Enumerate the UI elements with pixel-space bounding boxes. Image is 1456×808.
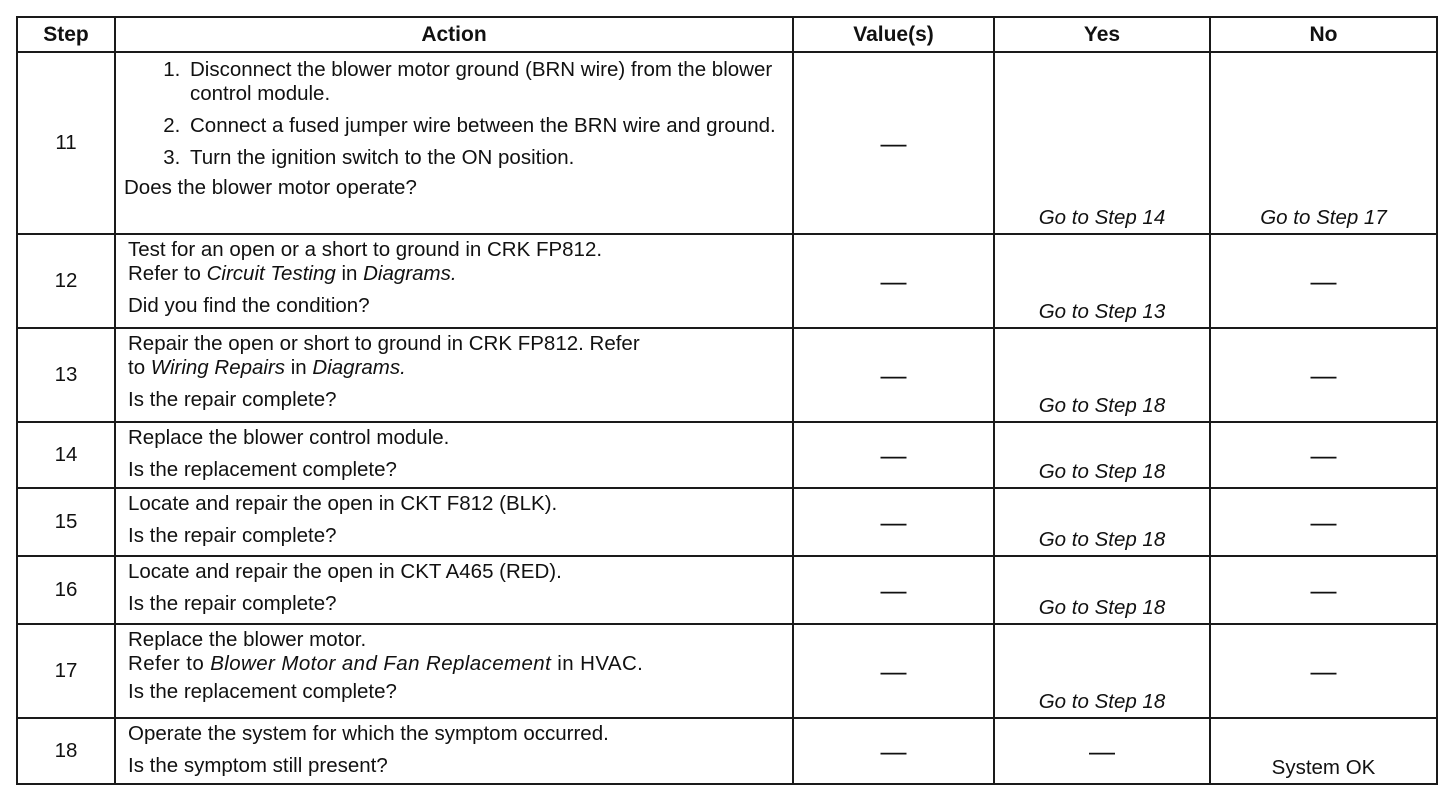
- action-question: Is the replacement complete?: [128, 680, 397, 703]
- action-text: Locate and repair the open in CKT A465 (RED).: [128, 560, 562, 583]
- action-question: Is the replacement complete?: [128, 458, 397, 481]
- action-text: Replace the blower control module.: [128, 426, 450, 449]
- action-reference: Refer to Circuit Testing in Diagrams.: [128, 262, 457, 285]
- no-result: System OK: [1210, 718, 1437, 784]
- action-question: Is the repair complete?: [128, 524, 337, 547]
- header-no: No: [1210, 17, 1437, 52]
- header-yes: Yes: [994, 17, 1210, 52]
- step-number: 11: [17, 52, 115, 234]
- value-dash: —: [793, 52, 994, 234]
- action-question: Is the symptom still present?: [128, 754, 388, 777]
- value-dash: —: [793, 328, 994, 422]
- action-question: Is the repair complete?: [128, 592, 337, 615]
- step-number: 17: [17, 624, 115, 718]
- action-text: Test for an open or a short to ground in CRK FP812.: [128, 238, 603, 261]
- no-dash: —: [1210, 624, 1437, 718]
- yes-link[interactable]: Go to Step 18: [994, 422, 1210, 488]
- value-dash: —: [793, 718, 994, 784]
- action-cell: [115, 718, 793, 784]
- diagnostic-table: [16, 16, 1438, 785]
- table-row: [17, 556, 1437, 624]
- action-reference: Refer to Blower Motor and Fan Replacement in HVAC.: [128, 652, 644, 675]
- no-dash: —: [1210, 556, 1437, 624]
- action-cell: [115, 556, 793, 624]
- yes-link[interactable]: Go to Step 13: [994, 234, 1210, 328]
- action-cell: [115, 328, 793, 422]
- table-row: [17, 234, 1437, 328]
- value-dash: —: [793, 556, 994, 624]
- list-item: 1. Disconnect the blower motor ground (BRN wire) from the blower control module.: [186, 58, 784, 106]
- step-number: 12: [17, 234, 115, 328]
- action-text: Operate the system for which the symptom occurred.: [128, 722, 609, 745]
- value-dash: —: [793, 234, 994, 328]
- diagnostic-table-page: [16, 16, 1436, 785]
- no-dash: —: [1210, 234, 1437, 328]
- table-row: [17, 624, 1437, 718]
- table-row: [17, 718, 1437, 784]
- action-cell: [115, 624, 793, 718]
- step-number: 18: [17, 718, 115, 784]
- header-values: Value(s): [793, 17, 994, 52]
- value-dash: —: [793, 624, 994, 718]
- no-link[interactable]: Go to Step 17: [1210, 52, 1437, 234]
- header-row: [17, 17, 1437, 52]
- header-step: Step: [17, 17, 115, 52]
- table-row: [17, 422, 1437, 488]
- action-question: Is the repair complete?: [128, 388, 337, 411]
- action-cell: [115, 488, 793, 556]
- action-text: Repair the open or short to ground in CRK FP812. Refer: [128, 332, 640, 355]
- table-row: [17, 52, 1437, 234]
- action-text: Locate and repair the open in CKT F812 (BLK).: [128, 492, 558, 515]
- table-row: [17, 328, 1437, 422]
- yes-link[interactable]: Go to Step 18: [994, 328, 1210, 422]
- no-dash: —: [1210, 488, 1437, 556]
- yes-link[interactable]: Go to Step 18: [994, 556, 1210, 624]
- value-dash: —: [793, 422, 994, 488]
- no-dash: —: [1210, 422, 1437, 488]
- action-text: Replace the blower motor.: [128, 628, 367, 651]
- no-dash: —: [1210, 328, 1437, 422]
- header-action: Action: [115, 17, 793, 52]
- yes-link[interactable]: Go to Step 18: [994, 488, 1210, 556]
- action-steps-list: [128, 58, 784, 170]
- yes-link[interactable]: Go to Step 14: [994, 52, 1210, 234]
- step-number: 15: [17, 488, 115, 556]
- step-number: 14: [17, 422, 115, 488]
- value-dash: —: [793, 488, 994, 556]
- yes-link[interactable]: Go to Step 18: [994, 624, 1210, 718]
- list-item: 2. Connect a fused jumper wire between the BRN wire and ground.: [186, 114, 784, 138]
- action-cell: [115, 422, 793, 488]
- action-question: Does the blower motor operate?: [124, 176, 417, 199]
- list-item: 3. Turn the ignition switch to the ON position.: [186, 146, 784, 170]
- action-reference: to Wiring Repairs in Diagrams.: [128, 356, 406, 379]
- yes-dash: —: [994, 718, 1210, 784]
- action-cell: [115, 234, 793, 328]
- action-cell: [115, 52, 793, 234]
- step-number: 13: [17, 328, 115, 422]
- table-row: [17, 488, 1437, 556]
- action-question: Did you find the condition?: [128, 294, 370, 317]
- step-number: 16: [17, 556, 115, 624]
